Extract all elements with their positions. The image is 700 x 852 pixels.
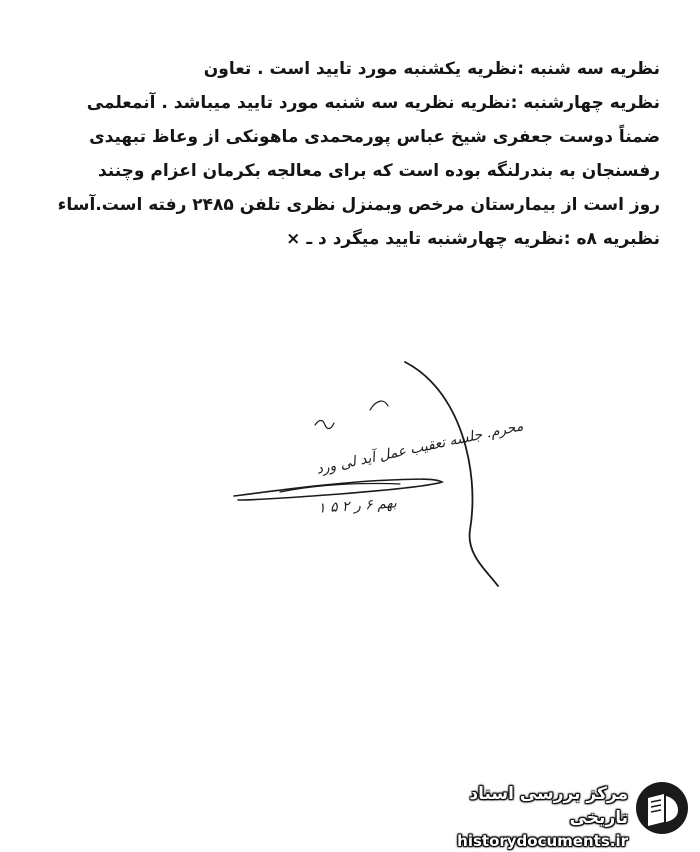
document-archive-logo-icon [634,780,690,836]
typed-line-6: نظبریه ۸ه :نظریه چهارشنبه تایید میگرد د ـ × [286,229,660,249]
watermark-text [410,782,628,852]
typed-line-5: روز است از بیمارستان مرخص وبمنزل نظری تلفن ۲۴۸۵ رفته است.آساء [57,195,660,215]
typed-report-body [40,52,660,256]
watermark-url: historydocuments.ir [457,832,628,850]
handwritten-date: بهم ۶ ر ۲ ۵ ۱ [317,495,398,517]
signature-strokes [220,350,500,590]
handwritten-signature-area [220,350,525,590]
typed-line-3: ضمناً دوست جعفری شیخ عباس پورمحمدی ماهونکی از وعاظ تبهیدی [89,127,660,147]
typed-line-1: نظریه سه شنبه :نظریه یکشنبه مورد تایید است . تعاون [203,59,660,79]
handwritten-annotation: محرم. جلسه تعقیب عمل آید لی ورد [314,418,525,478]
archive-watermark [410,778,690,850]
typed-line-4: رفسنجان به بندرلنگه بوده است که برای معالجه بکرمان اعزام وچنند [97,161,660,181]
typed-line-2: نظریه چهارشنبه :نظریه نظریه سه شنبه مورد تایید میباشد . آنمعلمی [86,93,660,113]
watermark-org-name: مرکز بررسی اسناد تاریخی [469,784,628,828]
